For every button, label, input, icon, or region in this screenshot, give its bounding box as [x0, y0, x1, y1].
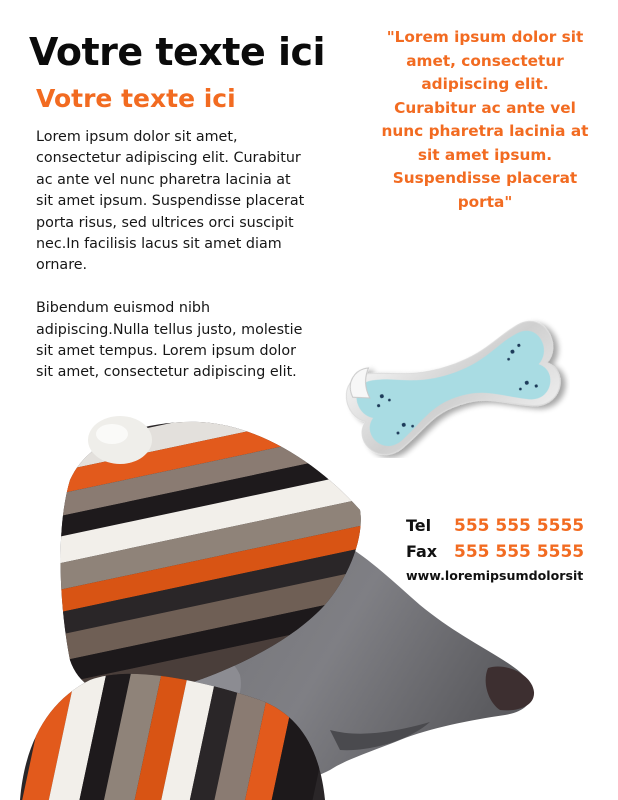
website-text: www.loremipsumdolorsit [406, 568, 584, 583]
body-paragraph-1: Lorem ipsum dolor sit amet, consectetur adipiscing elit. Curabitur ac ante vel nunc pharetra lacinia at sit amet ipsum. Suspendisse placerat porta risus, sed ultrices orci suscipit nec.In facilisis lacus sit amet diam ornare. [36, 129, 305, 274]
pull-quote: "Lorem ipsum dolor sit amet, consectetur adipiscing elit. Curabitur ac ante vel nunc pharetra lacinia at sit amet ipsum. Suspendisse placerat porta" [381, 28, 589, 211]
body-text [36, 127, 308, 384]
page-subtitle: Votre texte ici [36, 84, 236, 113]
fax-label: Fax [406, 542, 438, 561]
fax-value: 555 555 5555 [454, 542, 585, 562]
dog-in-striped-hat-icon [0, 410, 618, 800]
tel-label: Tel [406, 516, 432, 535]
tel-value: 555 555 5555 [454, 516, 585, 536]
body-paragraph-2: Bibendum euismod nibh adipiscing.Nulla tellus justo, molestie sit amet tempus. Lorem ipsum dolor sit amet, consectetur adipiscing elit. [36, 300, 303, 381]
page-title: Votre texte ici [29, 30, 326, 74]
